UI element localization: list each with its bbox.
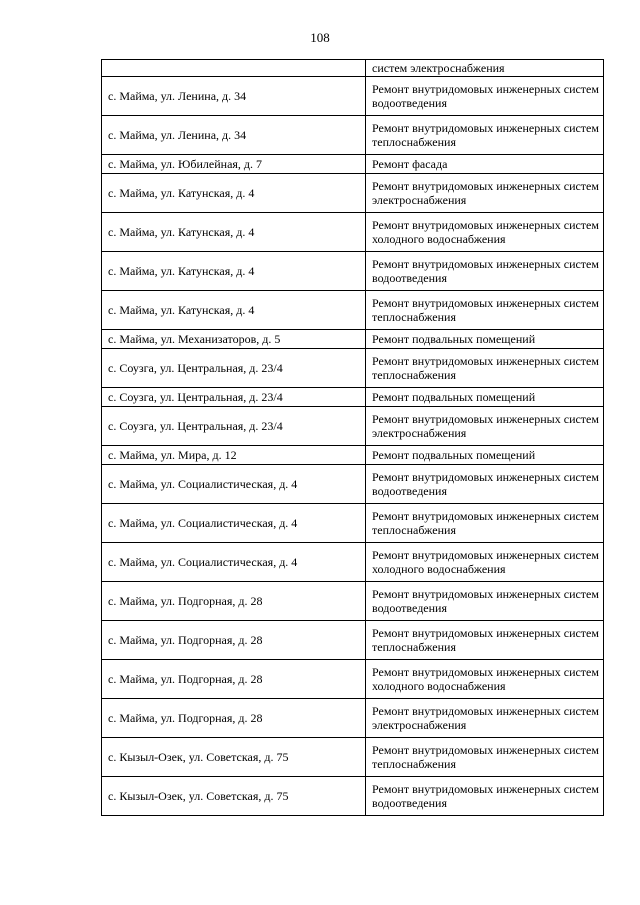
work-type-cell: Ремонт внутридомовых инженерных систем электроснабжения [366, 699, 604, 738]
address-cell: с. Майма, ул. Подгорная, д. 28 [102, 699, 366, 738]
address-cell: с. Соузга, ул. Центральная, д. 23/4 [102, 407, 366, 446]
table-row [102, 349, 604, 388]
table-row [102, 174, 604, 213]
work-type-cell: Ремонт внутридомовых инженерных систем холодного водоснабжения [366, 213, 604, 252]
address-cell: с. Майма, ул. Механизаторов, д. 5 [102, 330, 366, 349]
work-type-cell: Ремонт внутридомовых инженерных систем теплоснабжения [366, 621, 604, 660]
table-row [102, 252, 604, 291]
table-row [102, 116, 604, 155]
work-type-cell: Ремонт внутридомовых инженерных систем теплоснабжения [366, 291, 604, 330]
work-type-cell: Ремонт внутридомовых инженерных систем теплоснабжения [366, 349, 604, 388]
address-cell: с. Соузга, ул. Центральная, д. 23/4 [102, 349, 366, 388]
address-cell: с. Майма, ул. Подгорная, д. 28 [102, 660, 366, 699]
address-cell: с. Майма, ул. Катунская, д. 4 [102, 252, 366, 291]
address-cell: с. Кызыл-Озек, ул. Советская, д. 75 [102, 738, 366, 777]
address-cell [102, 60, 366, 77]
work-type-cell: Ремонт внутридомовых инженерных систем теплоснабжения [366, 504, 604, 543]
address-cell: с. Майма, ул. Катунская, д. 4 [102, 213, 366, 252]
work-type-cell: Ремонт подвальных помещений [366, 446, 604, 465]
work-type-cell: Ремонт внутридомовых инженерных систем электроснабжения [366, 174, 604, 213]
work-type-cell: Ремонт внутридомовых инженерных систем водоотведения [366, 465, 604, 504]
table-row [102, 213, 604, 252]
table-row [102, 504, 604, 543]
work-type-cell: Ремонт фасада [366, 155, 604, 174]
work-type-cell: Ремонт внутридомовых инженерных систем теплоснабжения [366, 116, 604, 155]
address-cell: с. Майма, ул. Юбилейная, д. 7 [102, 155, 366, 174]
table-row [102, 407, 604, 446]
work-type-cell: Ремонт подвальных помещений [366, 330, 604, 349]
table-row [102, 291, 604, 330]
address-cell: с. Майма, ул. Мира, д. 12 [102, 446, 366, 465]
table-row [102, 465, 604, 504]
work-type-cell: Ремонт внутридомовых инженерных систем водоотведения [366, 777, 604, 816]
address-cell: с. Майма, ул. Социалистическая, д. 4 [102, 465, 366, 504]
address-cell: с. Кызыл-Озек, ул. Советская, д. 75 [102, 777, 366, 816]
table-row [102, 388, 604, 407]
table-row [102, 699, 604, 738]
table-row [102, 330, 604, 349]
work-type-cell: Ремонт внутридомовых инженерных систем электроснабжения [366, 407, 604, 446]
address-cell: с. Майма, ул. Социалистическая, д. 4 [102, 543, 366, 582]
table-row [102, 621, 604, 660]
address-cell: с. Майма, ул. Ленина, д. 34 [102, 116, 366, 155]
address-cell: с. Майма, ул. Катунская, д. 4 [102, 291, 366, 330]
address-cell: с. Майма, ул. Социалистическая, д. 4 [102, 504, 366, 543]
address-cell: с. Майма, ул. Подгорная, д. 28 [102, 621, 366, 660]
table-row [102, 777, 604, 816]
table-row [102, 660, 604, 699]
table-row [102, 77, 604, 116]
work-type-cell: Ремонт внутридомовых инженерных систем водоотведения [366, 582, 604, 621]
table-row [102, 582, 604, 621]
address-cell: с. Майма, ул. Катунская, д. 4 [102, 174, 366, 213]
table-row [102, 543, 604, 582]
work-type-cell: Ремонт подвальных помещений [366, 388, 604, 407]
works-table-body [102, 60, 604, 816]
page-number: 108 [310, 30, 330, 45]
work-type-cell: систем электроснабжения [366, 60, 604, 77]
table-row [102, 446, 604, 465]
table-row [102, 60, 604, 77]
work-type-cell: Ремонт внутридомовых инженерных систем холодного водоснабжения [366, 660, 604, 699]
work-type-cell: Ремонт внутридомовых инженерных систем холодного водоснабжения [366, 543, 604, 582]
work-type-cell: Ремонт внутридомовых инженерных систем теплоснабжения [366, 738, 604, 777]
work-type-cell: Ремонт внутридомовых инженерных систем водоотведения [366, 77, 604, 116]
address-cell: с. Майма, ул. Ленина, д. 34 [102, 77, 366, 116]
table-row [102, 155, 604, 174]
works-table [101, 59, 604, 816]
address-cell: с. Соузга, ул. Центральная, д. 23/4 [102, 388, 366, 407]
table-row [102, 738, 604, 777]
work-type-cell: Ремонт внутридомовых инженерных систем водоотведения [366, 252, 604, 291]
address-cell: с. Майма, ул. Подгорная, д. 28 [102, 582, 366, 621]
